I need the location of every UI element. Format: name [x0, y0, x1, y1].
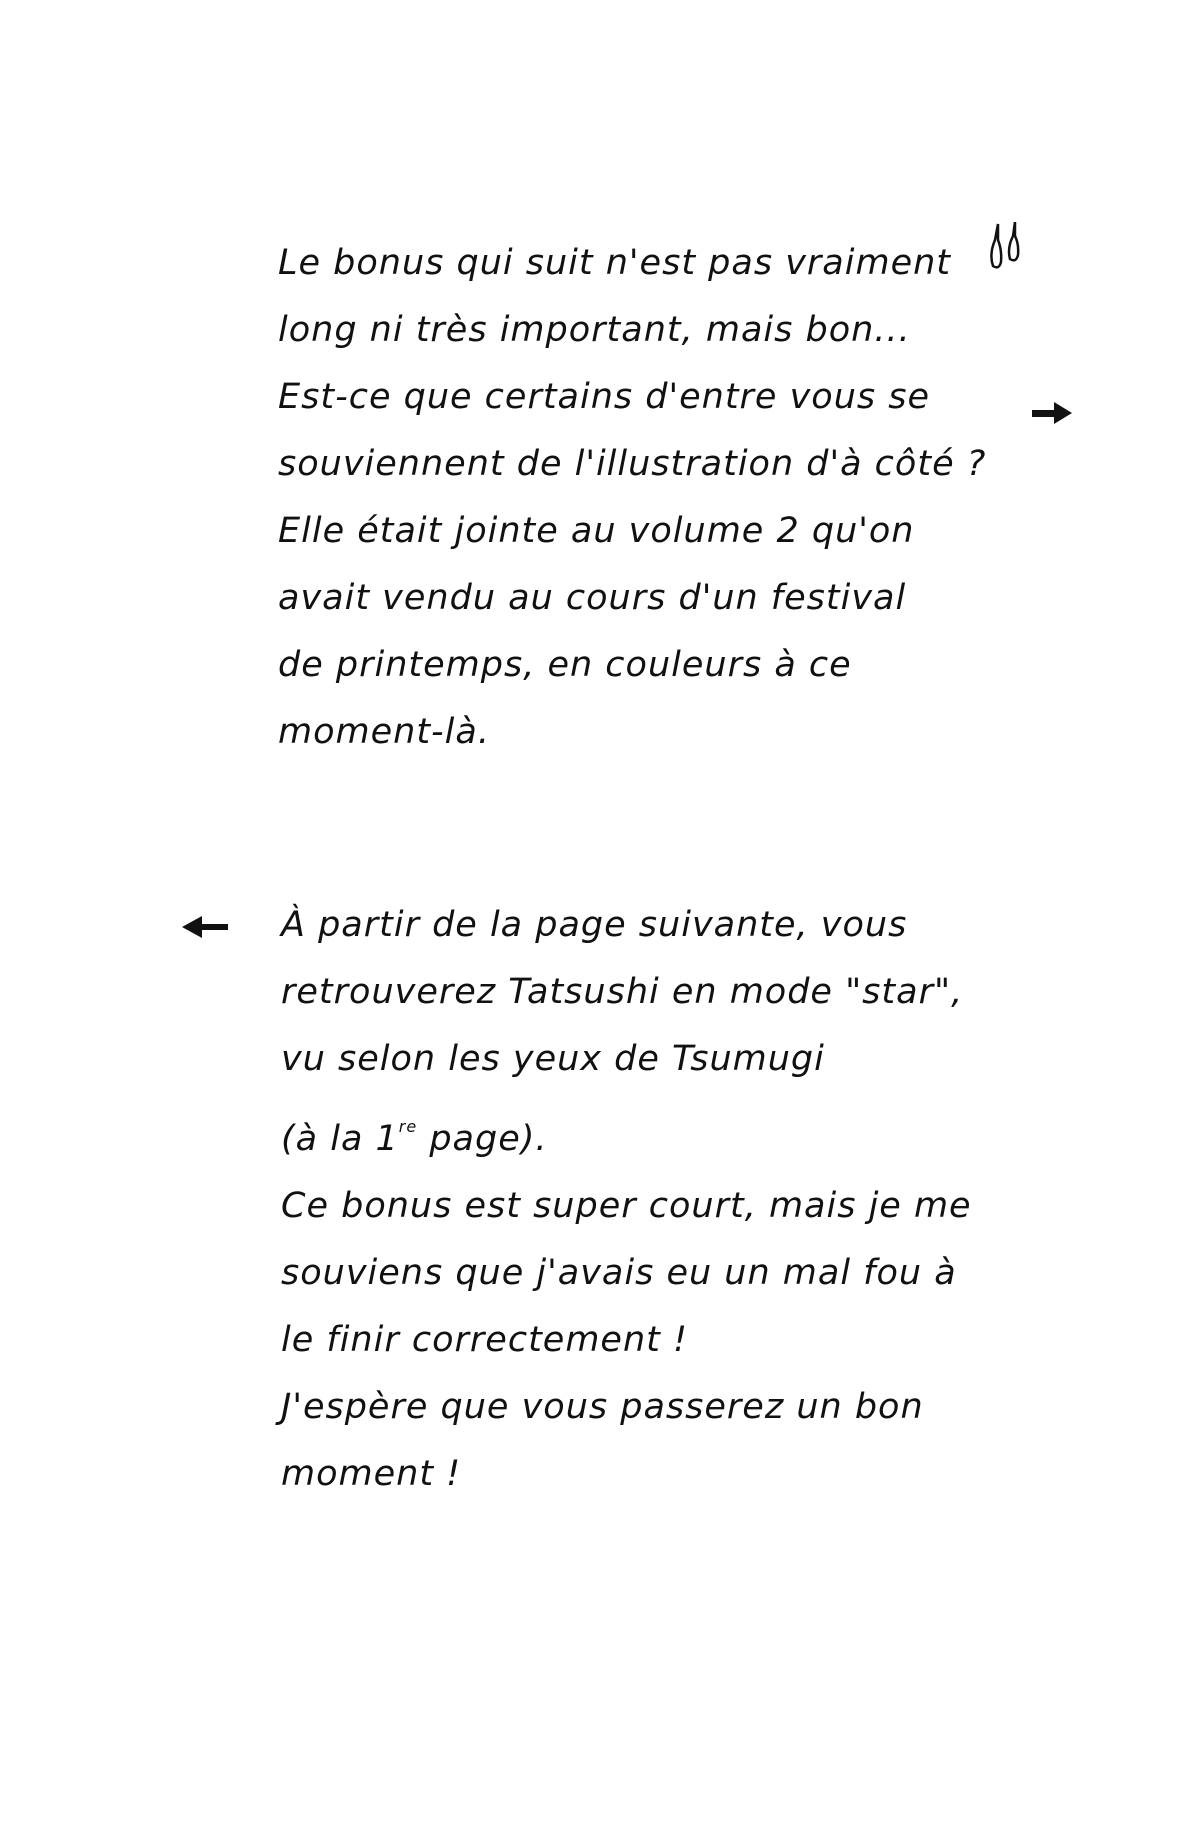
text-line: souviennent de l'illustration d'à côté ?: [278, 444, 987, 484]
text-line: de printemps, en couleurs à ce: [278, 645, 852, 685]
text-line: Elle était jointe au volume 2 qu'on: [278, 511, 915, 551]
text-line: souviens que j'avais eu un mal fou à: [281, 1253, 957, 1293]
text-line: long ni très important, mais bon...: [278, 310, 911, 350]
text-line: À partir de la page suivante, vous: [281, 905, 908, 945]
text-line: moment !: [281, 1454, 462, 1494]
text-line: le finir correctement !: [281, 1320, 689, 1360]
page-ref-prefix: (à la 1: [281, 1119, 399, 1159]
text-line: vu selon les yeux de Tsumugi: [281, 1039, 825, 1079]
intro-paragraph: [278, 230, 986, 766]
arrow-left-icon: [180, 914, 230, 940]
page-ref-suffix: page).: [417, 1119, 548, 1159]
text-line: retrouverez Tatsushi en mode "star",: [281, 972, 964, 1012]
page-ref-sup: re: [398, 1117, 418, 1136]
text-line: Le bonus qui suit n'est pas vraiment: [278, 243, 952, 283]
text-line: [281, 1093, 972, 1173]
bonus-paragraph: [281, 892, 972, 1508]
text-line: Ce bonus est super court, mais je me: [281, 1186, 972, 1226]
text-line: avait vendu au cours d'un festival: [278, 578, 907, 618]
arrow-right-icon: [1030, 400, 1074, 426]
text-line: Est-ce que certains d'entre vous se: [278, 377, 931, 417]
text-line: J'espère que vous passerez un bon: [281, 1387, 924, 1427]
sweat-drops-icon: [985, 222, 1025, 272]
text-line: moment-là.: [278, 712, 490, 752]
